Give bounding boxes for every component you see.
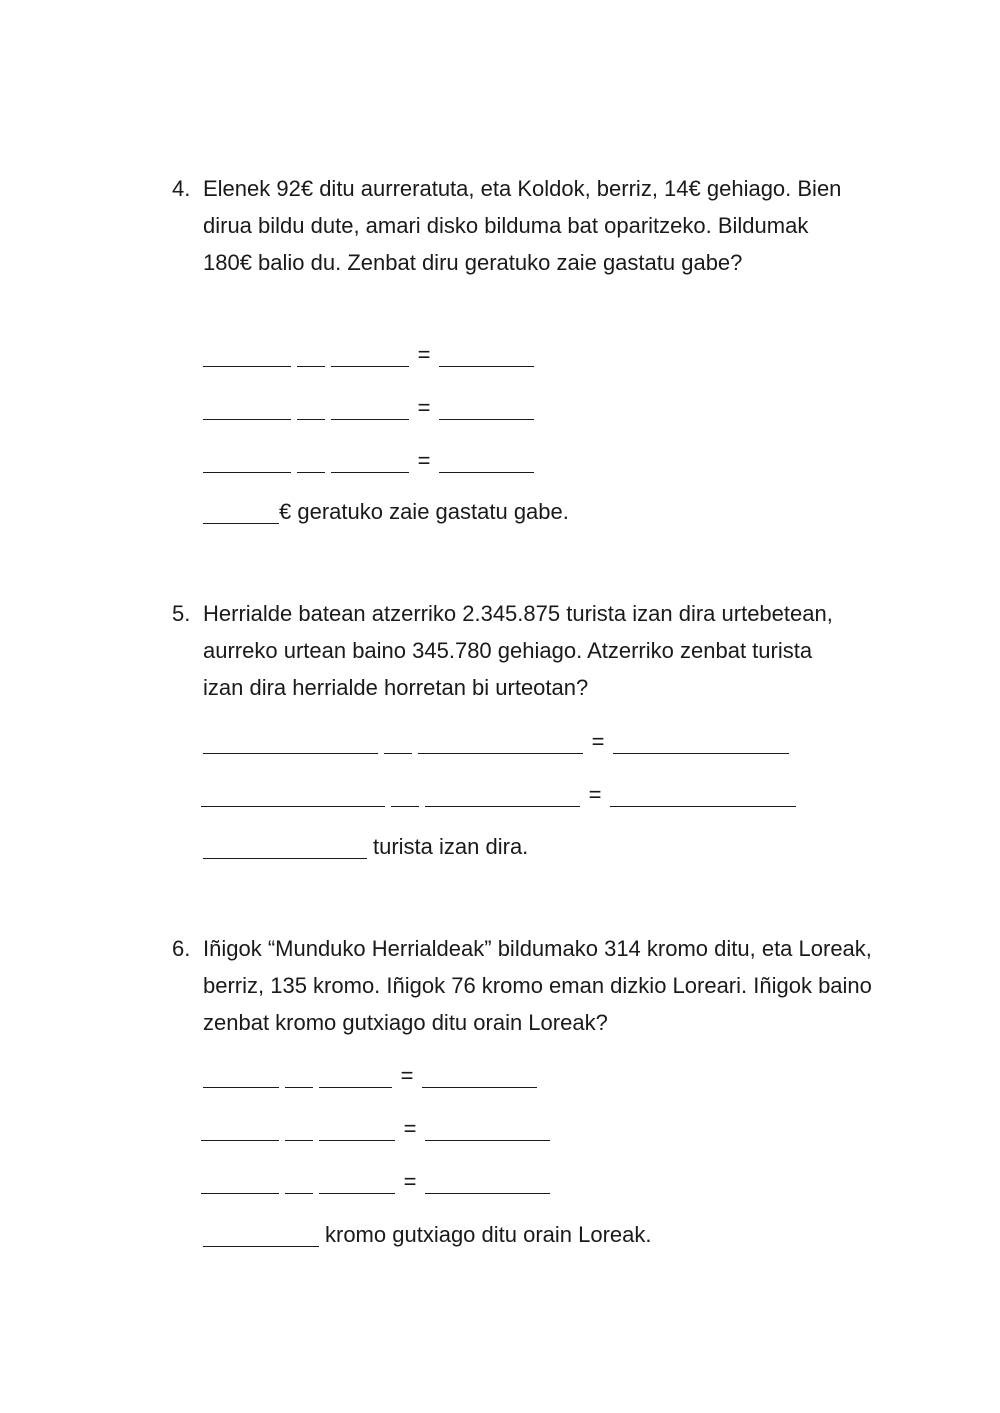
result-blank[interactable] <box>613 729 789 754</box>
operand-blank[interactable] <box>203 1063 279 1088</box>
operator-blank[interactable] <box>297 395 325 420</box>
operand-blank[interactable] <box>203 395 291 420</box>
answer-row <box>203 829 528 859</box>
equation-row <box>201 1111 550 1141</box>
equation-row <box>203 443 534 473</box>
operand-blank[interactable] <box>319 1116 395 1141</box>
answer-row <box>203 494 569 524</box>
equals-sign: = <box>400 1063 414 1088</box>
equals-sign: = <box>403 1116 417 1141</box>
equation-row <box>203 724 789 754</box>
answer-text: kromo gutxiago ditu orain Loreak. <box>325 1222 652 1247</box>
problem-text: Iñigok “Munduko Herrialdeak” bildumako 314 kromo ditu, eta Loreak, berriz, 135 kromo. Iñigok 76 kromo eman dizkio Loreari. Iñigok baino zenbat kromo gutxiago ditu orain Loreak? <box>203 936 872 1035</box>
operand-blank[interactable] <box>319 1063 392 1088</box>
problem-number: 4. <box>172 176 191 201</box>
equals-sign: = <box>588 782 602 807</box>
equation-row <box>203 390 534 420</box>
result-blank[interactable] <box>425 1116 550 1141</box>
equation-row <box>201 777 796 807</box>
operand-blank[interactable] <box>319 1169 395 1194</box>
operator-blank[interactable] <box>285 1116 313 1141</box>
answer-blank[interactable] <box>203 1222 319 1247</box>
equals-sign: = <box>403 1169 417 1194</box>
problem-text: Herrialde batean atzerriko 2.345.875 turista izan dira urtebetean, aurreko urtean baino 345.780 gehiago. Atzerriko zenbat turista izan dira herrialde horretan bi urteotan? <box>203 601 833 700</box>
problem-number: 6. <box>172 936 191 961</box>
answer-blank[interactable] <box>203 834 367 859</box>
operand-blank[interactable] <box>418 729 583 754</box>
result-blank[interactable] <box>439 395 534 420</box>
equals-sign: = <box>417 395 431 420</box>
result-blank[interactable] <box>425 1169 550 1194</box>
answer-row <box>203 1217 652 1247</box>
operand-blank[interactable] <box>201 782 385 807</box>
operator-blank[interactable] <box>297 448 325 473</box>
operator-blank[interactable] <box>391 782 419 807</box>
answer-text: € geratuko zaie gastatu gabe. <box>279 499 569 524</box>
operand-blank[interactable] <box>201 1116 279 1141</box>
operator-blank[interactable] <box>285 1063 313 1088</box>
equation-row <box>203 337 534 367</box>
equation-row <box>203 1058 537 1088</box>
problem-number: 5. <box>172 601 191 626</box>
answer-blank[interactable] <box>203 499 279 524</box>
operand-blank[interactable] <box>203 448 291 473</box>
operand-blank[interactable] <box>201 1169 279 1194</box>
operand-blank[interactable] <box>203 342 291 367</box>
result-blank[interactable] <box>610 782 796 807</box>
operand-blank[interactable] <box>331 395 409 420</box>
equals-sign: = <box>417 342 431 367</box>
operand-blank[interactable] <box>425 782 580 807</box>
operand-blank[interactable] <box>203 729 378 754</box>
equals-sign: = <box>591 729 605 754</box>
answer-text: turista izan dira. <box>373 834 529 859</box>
result-blank[interactable] <box>439 448 534 473</box>
equation-row <box>201 1164 550 1194</box>
operand-blank[interactable] <box>331 342 409 367</box>
result-blank[interactable] <box>422 1063 537 1088</box>
equals-sign: = <box>417 448 431 473</box>
operator-blank[interactable] <box>285 1169 313 1194</box>
result-blank[interactable] <box>439 342 534 367</box>
problem-text: Elenek 92€ ditu aurreratuta, eta Koldok, berriz, 14€ gehiago. Bien dirua bildu dute, amari disko bilduma bat oparitzeko. Bildumak 180€ balio du. Zenbat diru geratuko zaie gastatu gabe? <box>203 176 842 275</box>
operator-blank[interactable] <box>384 729 412 754</box>
operator-blank[interactable] <box>297 342 325 367</box>
operand-blank[interactable] <box>331 448 409 473</box>
